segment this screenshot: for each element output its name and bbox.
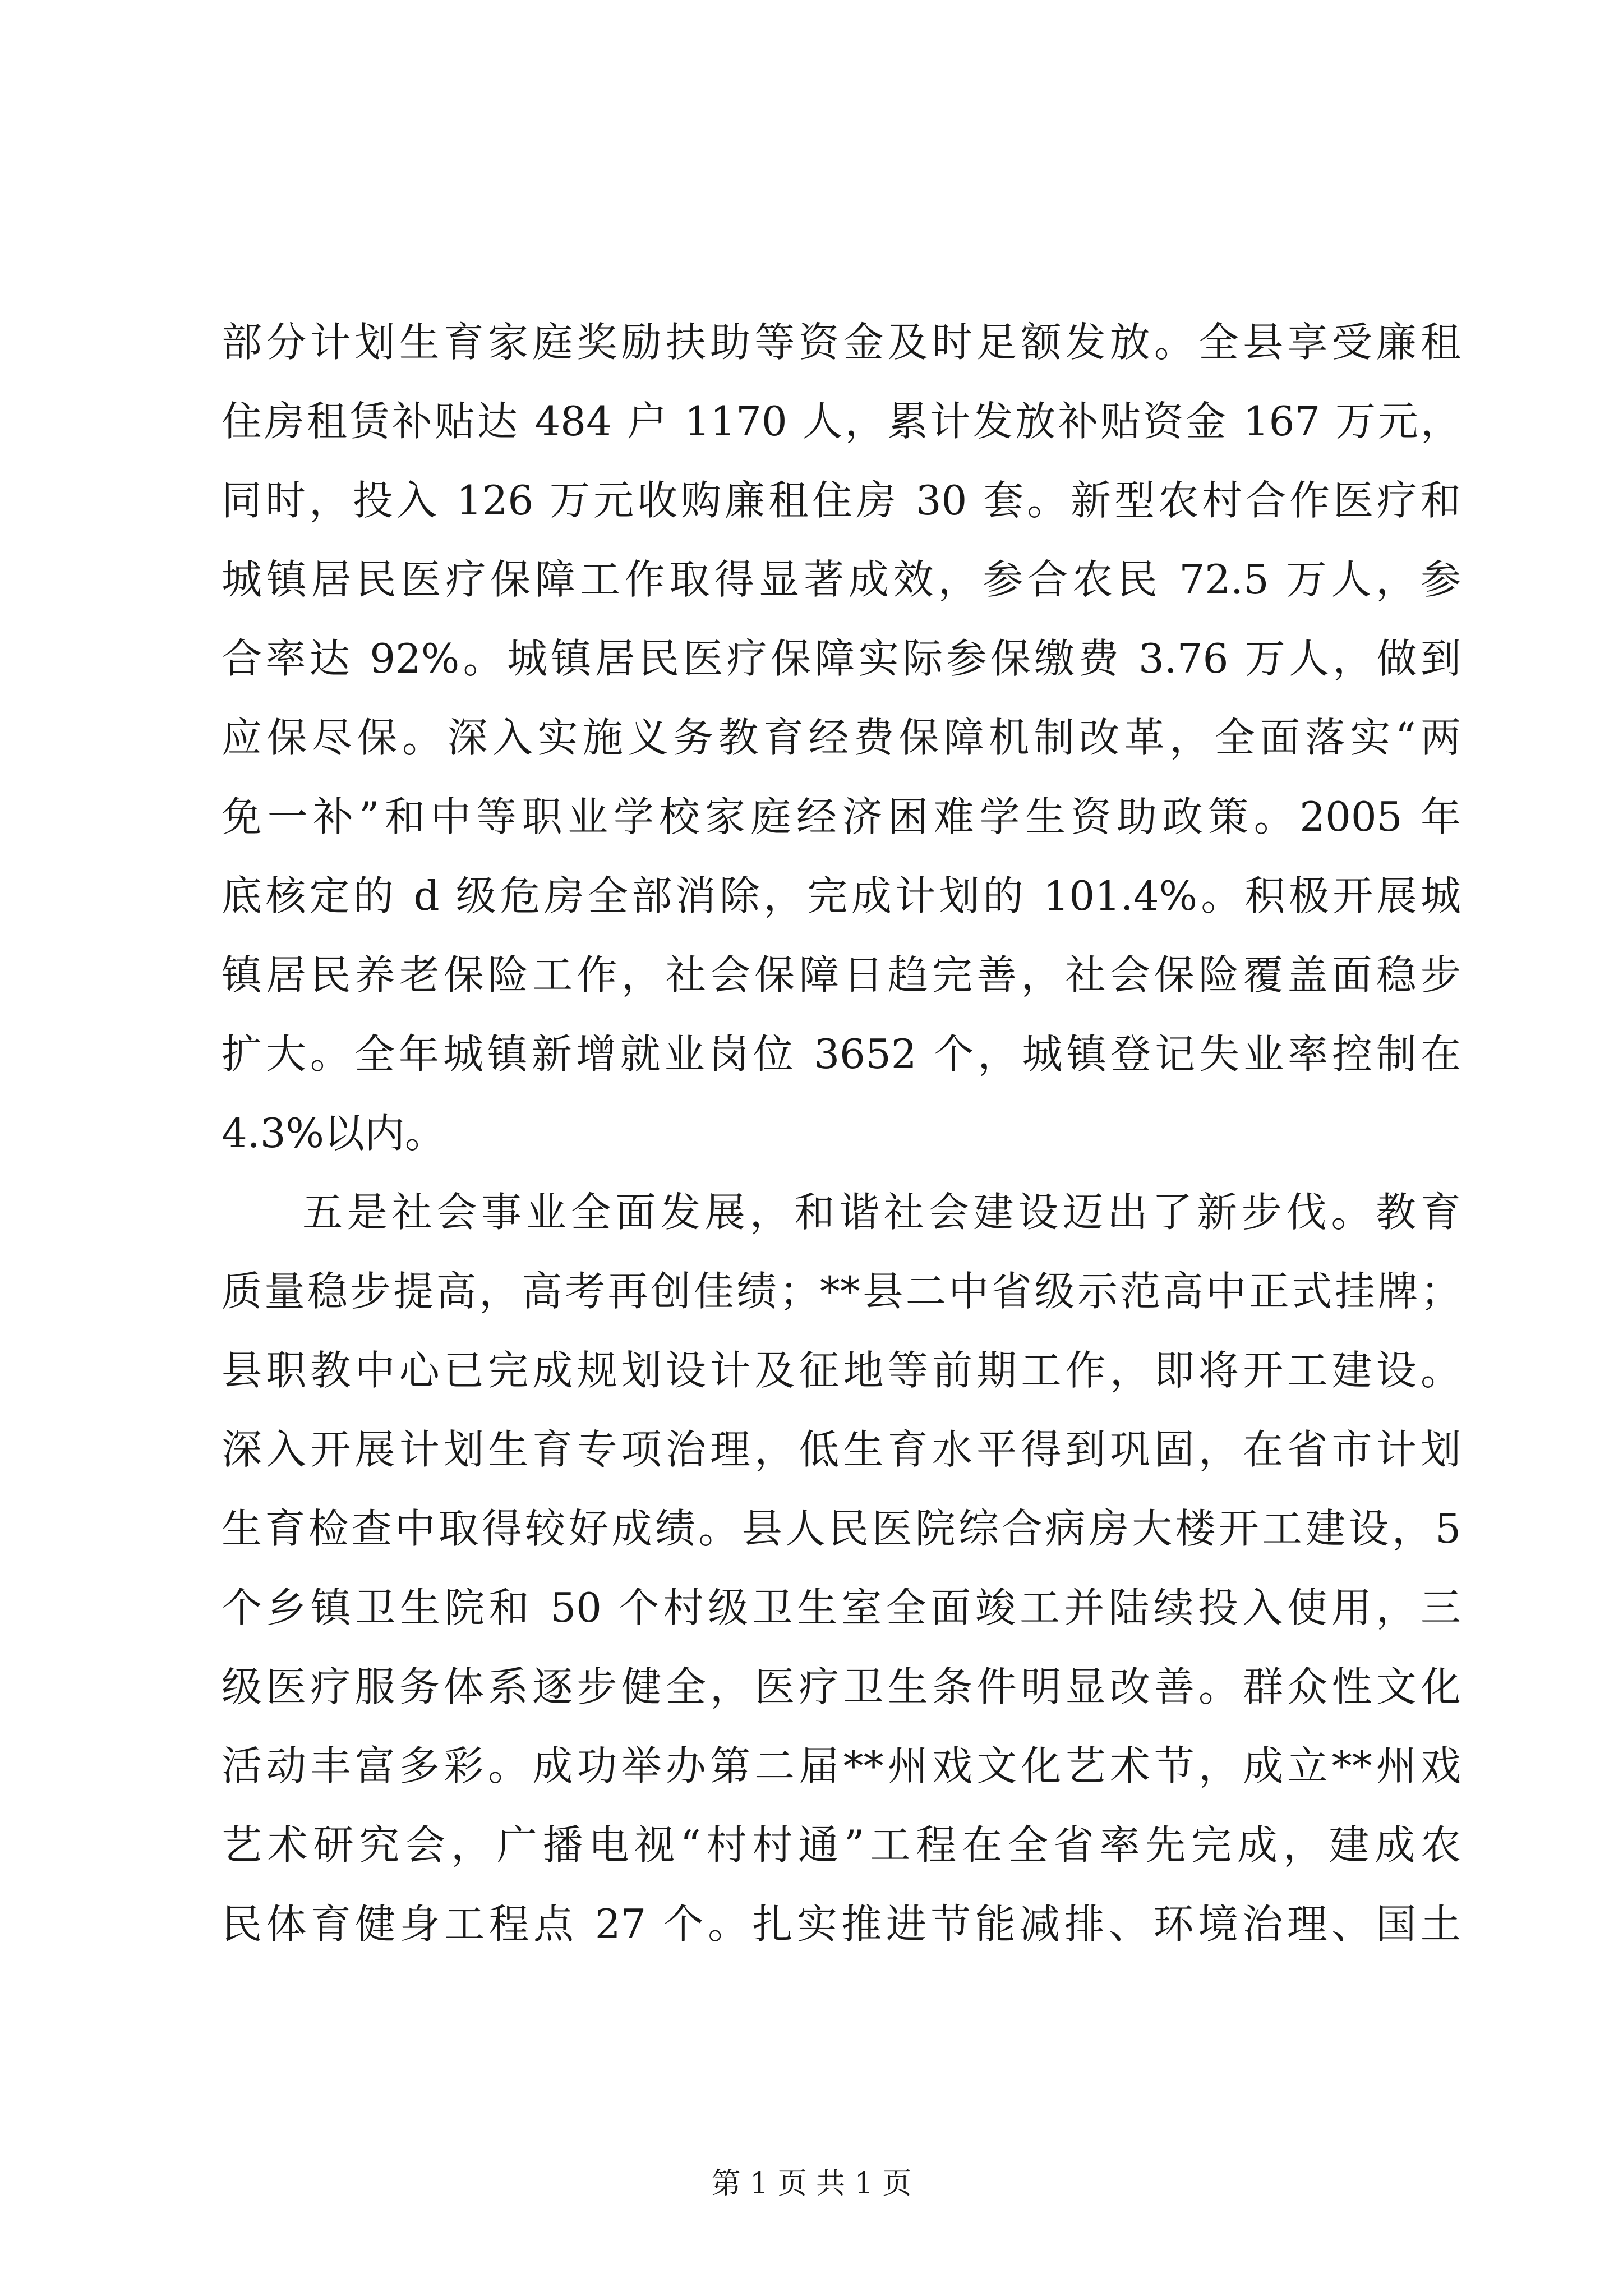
text-line: 同时，投入 126 万元收购廉租住房 30 套。新型农村合作医疗和 xyxy=(222,477,1461,524)
text-line: 4.3%以内。 xyxy=(222,1110,445,1157)
text-line: 生育检查中取得较好成绩。县人民医院综合病房大楼开工建设，5 xyxy=(222,1505,1461,1552)
text-line: 民体育健身工程点 27 个。扎实推进节能减排、环境治理、国土 xyxy=(222,1901,1461,1948)
text-line: 城镇居民医疗保障工作取得显著成效，参合农民 72.5 万人，参 xyxy=(222,556,1461,603)
text-line: 应保尽保。深入实施义务教育经费保障机制改革，全面落实“两 xyxy=(222,714,1461,761)
text-line: 深入开展计划生育专项治理，低生育水平得到巩固，在省市计划 xyxy=(222,1426,1461,1473)
page-footer: 第 1 页 共 1 页 xyxy=(711,2167,912,2201)
text-line: 镇居民养老保险工作，社会保障日趋完善，社会保险覆盖面稳步 xyxy=(222,951,1461,999)
text-line: 个乡镇卫生院和 50 个村级卫生室全面竣工并陆续投入使用，三 xyxy=(222,1584,1461,1631)
text-line: 质量稳步提高，高考再创佳绩；**县二中省级示范高中正式挂牌； xyxy=(222,1268,1461,1315)
paragraph xyxy=(222,303,1461,1173)
paragraph xyxy=(222,1173,1461,1964)
text-line: 部分计划生育家庭奖励扶助等资金及时足额发放。全县享受廉租 xyxy=(222,319,1461,366)
text-line: 底核定的 d 级危房全部消除，完成计划的 101.4%。积极开展城 xyxy=(222,872,1461,919)
text-line: 活动丰富多彩。成功举办第二届**州戏文化艺术节，成立**州戏 xyxy=(222,1742,1461,1789)
text-line: 合率达 92%。城镇居民医疗保障实际参保缴费 3.76 万人，做到 xyxy=(222,635,1461,682)
text-line: 县职教中心已完成规划设计及征地等前期工作，即将开工建设。 xyxy=(222,1347,1461,1394)
text-line: 艺术研究会，广播电视“村村通”工程在全省率先完成，建成农 xyxy=(222,1821,1461,1869)
text-line: 级医疗服务体系逐步健全，医疗卫生条件明显改善。群众性文化 xyxy=(222,1663,1461,1710)
text-line: 住房租赁补贴达 484 户 1170 人，累计发放补贴资金 167 万元， xyxy=(222,398,1461,445)
body-text xyxy=(222,303,1461,1964)
text-line: 免一补”和中等职业学校家庭经济困难学生资助政策。2005 年 xyxy=(222,793,1461,840)
text-line: 五是社会事业全面发展，和谐社会建设迈出了新步伐。教育 xyxy=(302,1189,1461,1236)
text-line: 扩大。全年城镇新增就业岗位 3652 个，城镇登记失业率控制在 xyxy=(222,1030,1461,1078)
